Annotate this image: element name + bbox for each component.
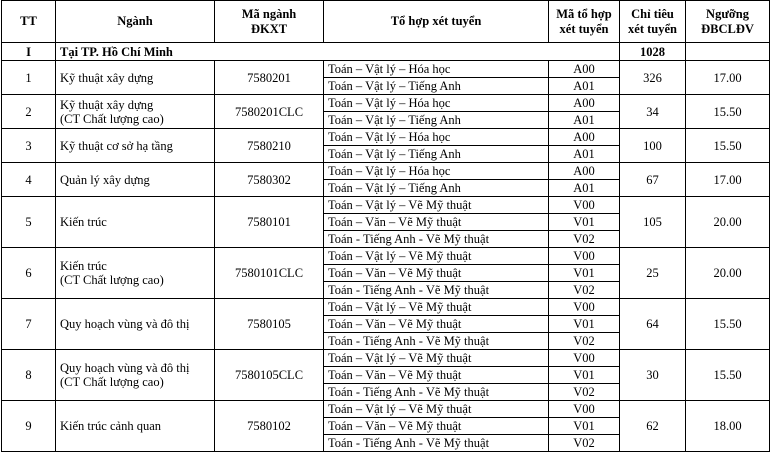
row-chi-tieu: 34 [620, 95, 686, 129]
table-row [2, 95, 770, 112]
header-ma-to-hop: Mã tổ hợp xét tuyển [549, 1, 620, 43]
row-to-hop: Toán – Vật lý – Tiếng Anh [324, 112, 549, 129]
row-chi-tieu: 62 [620, 401, 686, 452]
header-ma-nganh: Mã ngành ĐKXT [215, 1, 324, 43]
row-chi-tieu: 100 [620, 129, 686, 163]
row-ma-to-hop: V01 [549, 214, 620, 231]
table-row [2, 401, 770, 418]
row-to-hop: Toán - Tiếng Anh - Vẽ Mỹ thuật [324, 333, 549, 350]
row-chi-tieu: 326 [620, 61, 686, 95]
row-to-hop: Toán – Vật lý – Hóa học [324, 61, 549, 78]
row-to-hop: Toán – Văn – Vẽ Mỹ thuật [324, 316, 549, 333]
admissions-table [1, 0, 770, 452]
section-row [2, 43, 770, 61]
row-to-hop: Toán – Vật lý – Hóa học [324, 95, 549, 112]
row-tt: 6 [2, 248, 56, 299]
row-ma-nganh: 7580101 [215, 197, 324, 248]
row-nganh: Kỹ thuật xây dựng [56, 61, 215, 95]
row-ma-nganh: 7580105CLC [215, 350, 324, 401]
row-ma-to-hop: A01 [549, 112, 620, 129]
row-ma-to-hop: V01 [549, 316, 620, 333]
row-nguong: 15.50 [686, 299, 770, 350]
row-to-hop: Toán – Vật lý – Vẽ Mỹ thuật [324, 299, 549, 316]
header-to-hop: Tổ hợp xét tuyển [324, 1, 549, 43]
row-ma-to-hop: A01 [549, 180, 620, 197]
table-row [2, 197, 770, 214]
row-nganh: Quản lý xây dựng [56, 163, 215, 197]
row-ma-to-hop: A00 [549, 163, 620, 180]
row-to-hop: Toán – Vật lý – Vẽ Mỹ thuật [324, 248, 549, 265]
row-tt: 5 [2, 197, 56, 248]
row-nganh: Kiến trúc [56, 197, 215, 248]
row-ma-to-hop: V02 [549, 282, 620, 299]
row-chi-tieu: 30 [620, 350, 686, 401]
row-nguong: 15.50 [686, 350, 770, 401]
row-to-hop: Toán – Vật lý – Vẽ Mỹ thuật [324, 401, 549, 418]
row-nguong: 20.00 [686, 197, 770, 248]
row-nguong: 17.00 [686, 163, 770, 197]
row-to-hop: Toán – Vật lý – Tiếng Anh [324, 78, 549, 95]
row-nguong: 17.00 [686, 61, 770, 95]
row-to-hop: Toán – Văn – Vẽ Mỹ thuật [324, 214, 549, 231]
row-nguong: 18.00 [686, 401, 770, 452]
row-ma-to-hop: A01 [549, 146, 620, 163]
row-to-hop: Toán – Vật lý – Vẽ Mỹ thuật [324, 197, 549, 214]
row-ma-to-hop: V02 [549, 435, 620, 452]
row-ma-nganh: 7580302 [215, 163, 324, 197]
row-to-hop: Toán – Vật lý – Hóa học [324, 163, 549, 180]
row-to-hop: Toán – Vật lý – Hóa học [324, 129, 549, 146]
row-tt: 1 [2, 61, 56, 95]
table-row [2, 299, 770, 316]
row-to-hop: Toán – Văn – Vẽ Mỹ thuật [324, 418, 549, 435]
section-chi-tieu: 1028 [620, 43, 686, 61]
row-ma-nganh: 7580102 [215, 401, 324, 452]
row-tt: 2 [2, 95, 56, 129]
row-chi-tieu: 25 [620, 248, 686, 299]
row-chi-tieu: 105 [620, 197, 686, 248]
section-nguong-empty [686, 43, 770, 61]
row-to-hop: Toán – Vật lý – Vẽ Mỹ thuật [324, 350, 549, 367]
row-nganh: Kỹ thuật xây dựng (CT Chất lượng cao) [56, 95, 215, 129]
section-label: Tại TP. Hồ Chí Minh [56, 43, 620, 61]
row-to-hop: Toán - Tiếng Anh - Vẽ Mỹ thuật [324, 435, 549, 452]
row-to-hop: Toán - Tiếng Anh - Vẽ Mỹ thuật [324, 231, 549, 248]
row-nguong: 20.00 [686, 248, 770, 299]
row-chi-tieu: 67 [620, 163, 686, 197]
row-nganh: Quy hoạch vùng và đô thị (CT Chất lượng cao) [56, 350, 215, 401]
row-tt: 3 [2, 129, 56, 163]
row-to-hop: Toán – Vật lý – Tiếng Anh [324, 180, 549, 197]
header-row [2, 1, 770, 43]
row-ma-to-hop: V00 [549, 197, 620, 214]
row-ma-nganh: 7580201CLC [215, 95, 324, 129]
row-ma-to-hop: V01 [549, 265, 620, 282]
row-to-hop: Toán – Văn – Vẽ Mỹ thuật [324, 265, 549, 282]
row-to-hop: Toán - Tiếng Anh - Vẽ Mỹ thuật [324, 384, 549, 401]
row-ma-to-hop: V02 [549, 231, 620, 248]
row-nguong: 15.50 [686, 95, 770, 129]
row-to-hop: Toán – Vật lý – Tiếng Anh [324, 146, 549, 163]
table-row [2, 163, 770, 180]
header-chi-tieu: Chỉ tiêu xét tuyển [620, 1, 686, 43]
section-tt: I [2, 43, 56, 61]
row-ma-to-hop: A01 [549, 78, 620, 95]
row-nganh: Kiến trúc (CT Chất lượng cao) [56, 248, 215, 299]
table-row [2, 248, 770, 265]
row-ma-nganh: 7580201 [215, 61, 324, 95]
row-nganh: Quy hoạch vùng và đô thị [56, 299, 215, 350]
row-ma-to-hop: A00 [549, 61, 620, 78]
row-ma-nganh: 7580210 [215, 129, 324, 163]
row-ma-to-hop: V00 [549, 248, 620, 265]
row-ma-to-hop: V01 [549, 367, 620, 384]
row-ma-nganh: 7580105 [215, 299, 324, 350]
row-chi-tieu: 64 [620, 299, 686, 350]
table-row [2, 350, 770, 367]
row-ma-to-hop: A00 [549, 95, 620, 112]
row-tt: 4 [2, 163, 56, 197]
header-tt: TT [2, 1, 56, 43]
row-nganh: Kỹ thuật cơ sở hạ tầng [56, 129, 215, 163]
row-nguong: 15.50 [686, 129, 770, 163]
table-row [2, 129, 770, 146]
row-ma-to-hop: V02 [549, 333, 620, 350]
row-ma-to-hop: V01 [549, 418, 620, 435]
row-tt: 8 [2, 350, 56, 401]
row-tt: 7 [2, 299, 56, 350]
row-ma-to-hop: V00 [549, 299, 620, 316]
row-ma-to-hop: V00 [549, 350, 620, 367]
row-ma-to-hop: V02 [549, 384, 620, 401]
header-nganh: Ngành [56, 1, 215, 43]
row-to-hop: Toán – Văn – Vẽ Mỹ thuật [324, 367, 549, 384]
row-nganh: Kiến trúc cảnh quan [56, 401, 215, 452]
table-row [2, 61, 770, 78]
row-ma-nganh: 7580101CLC [215, 248, 324, 299]
row-tt: 9 [2, 401, 56, 452]
row-ma-to-hop: V00 [549, 401, 620, 418]
row-to-hop: Toán - Tiếng Anh - Vẽ Mỹ thuật [324, 282, 549, 299]
row-ma-to-hop: A00 [549, 129, 620, 146]
header-nguong: Ngưỡng ĐBCLĐV [686, 1, 770, 43]
